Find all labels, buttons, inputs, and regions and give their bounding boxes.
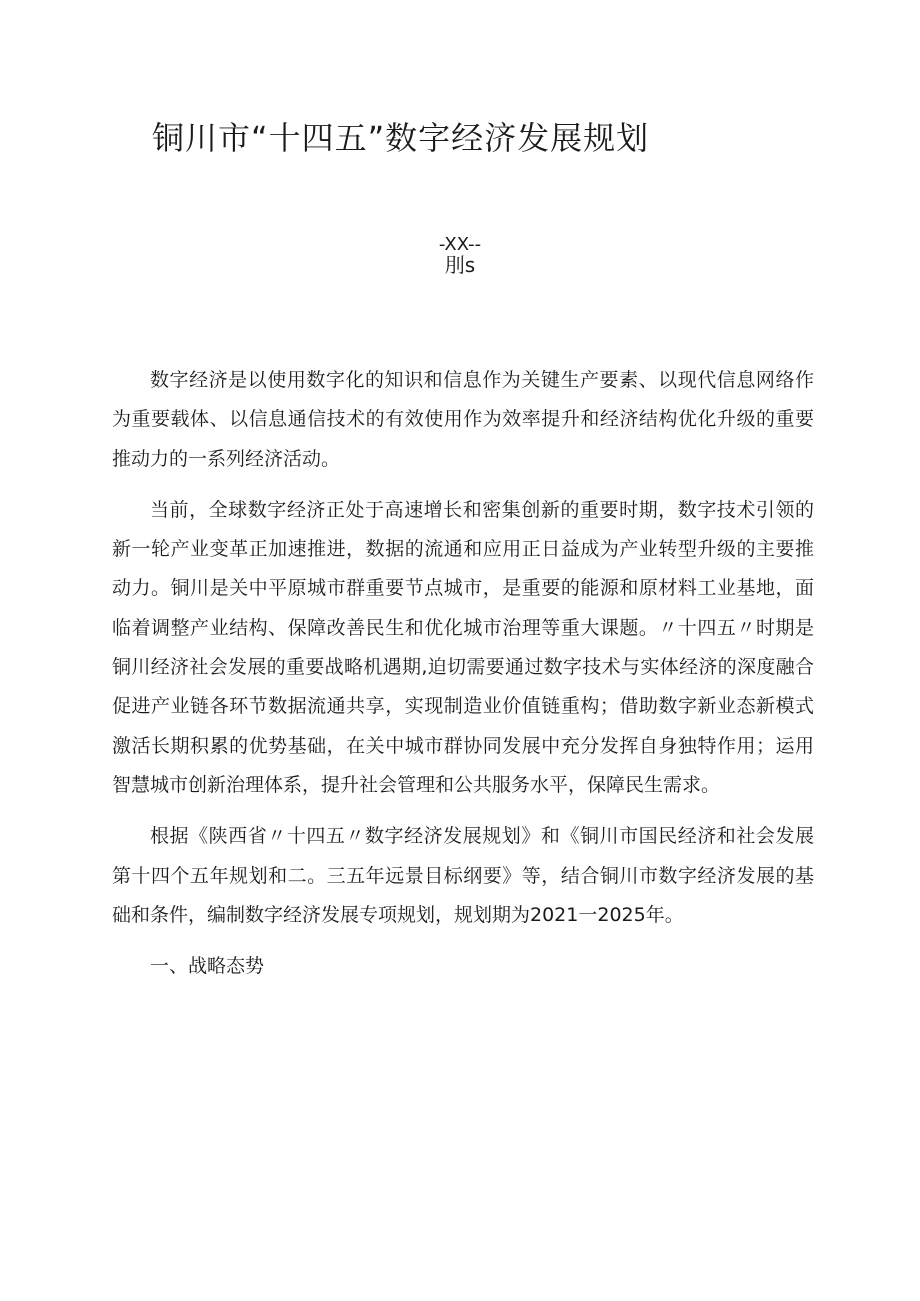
paragraph-context: 当前，全球数字经济正处于高速增长和密集创新的重要时期，数字技术引领的新一轮产业变革正加速推进，数据的流通和应用正日益成为产业转型升级的主要推动力。铜川是关中平原城市群重要节点城市，是重要的能源和原材料工业基地，面临着调整产业结构、保障改善民生和优化城市治理等重大课题。〃十四五〃时期是铜川经济社会发展的重要战略机遇期,迫切需要通过数字技术与实体经济的深度融合促进产业链各环节数据流通共享，实现制造业价值链重构；借助数字新业态新模式激活长期积累的优势基础，在关中城市群协同发展中充分发挥自身独特作用；运用智慧城市创新治理体系，提升社会管理和公共服务水平，保障民生需求。: [112, 498, 814, 796]
paragraph-basis: 根据《陕西省〃十四五〃数字经济发展规划》和《铜川市国民经济和社会发展第十四个五年规划和二。三五年远景目标纲要》等，结合铜川市数字经济发展的基础和条件，编制数字经济发展专项规划，规划期为2021一2025年。: [112, 825, 814, 926]
section-mark: [420, 236, 500, 276]
document-title: 铜川市“十四五”数字经济发展规划: [152, 119, 650, 157]
document-body: [112, 361, 814, 998]
paragraph-intro: 数字经济是以使用数字化的知识和信息作为关键生产要素、以现代信息网络作为重要载体、以信息通信技术的有效使用作为效率提升和经济结构优化升级的重要推动力的一系列经济活动。: [112, 369, 814, 470]
section-mark-bottom: 刖s: [444, 253, 476, 277]
section-heading: 一、战略态势: [150, 955, 265, 978]
section-mark-top: -XX--: [438, 234, 482, 255]
